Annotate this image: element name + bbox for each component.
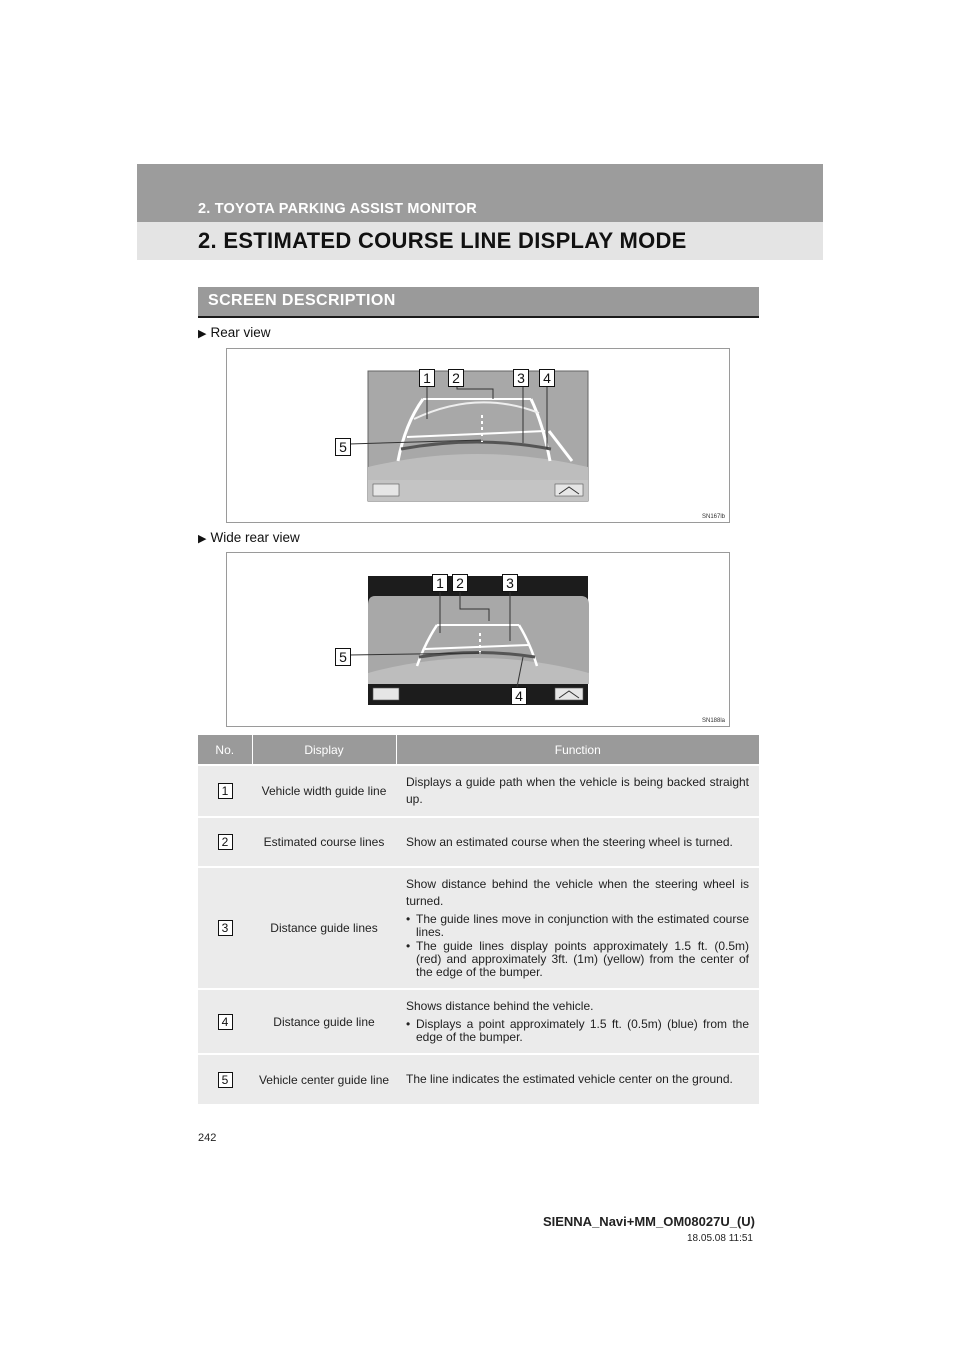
callout-2: 2 [448, 369, 464, 387]
callout-4: 4 [511, 687, 527, 705]
list-item: • The guide lines display points approximately 1.5 ft. (0.5m) (red) and approximately 3ft. (1m) (yellow) from the center of the edge of the bumper. [406, 940, 749, 979]
row-display: Distance guide lines [252, 867, 396, 989]
row-function: The line indicates the estimated vehicle center on the ground. [396, 1054, 759, 1104]
wide-rear-view-screen-illustration [227, 553, 729, 726]
document-date: 18.05.08 11:51 [687, 1233, 753, 1244]
column-header-no: No. [198, 735, 252, 765]
row-number-box: 3 [218, 920, 233, 936]
callout-1: 1 [419, 369, 435, 387]
bullet-list [406, 1018, 749, 1044]
row-display: Vehicle width guide line [252, 765, 396, 817]
callout-5: 5 [335, 648, 351, 666]
row-function: Show distance behind the vehicle when the steering wheel is turned. • The guide lines move in conjunction with the estimated course lines. • The guide lines display points approximately 1.5 ft. (0.5m) (red) and approximately 3ft. (1m) (yellow) from the center of the edge of the bumper. [396, 867, 759, 989]
figure-code: SN188la [701, 718, 725, 724]
wide-rear-view-label: ▶ Wide rear view [198, 530, 300, 545]
row-number-box: 1 [218, 783, 233, 799]
row-display: Vehicle center guide line [252, 1054, 396, 1104]
callout-2: 2 [452, 574, 468, 592]
row-function: Show an estimated course when the steering wheel is turned. [396, 817, 759, 867]
row-display: Estimated course lines [252, 817, 396, 867]
row-number-box: 4 [218, 1014, 233, 1030]
list-item: • The guide lines move in conjunction with the estimated course lines. [406, 913, 749, 939]
table-row [198, 1054, 759, 1104]
figure-code: SN167lb [701, 514, 725, 520]
callout-4: 4 [539, 369, 555, 387]
table-row [198, 765, 759, 817]
callout-3: 3 [513, 369, 529, 387]
callout-3: 3 [502, 574, 518, 592]
table-header-row [198, 735, 759, 765]
rear-view-label: ▶ Rear view [198, 325, 271, 340]
page-number: 242 [198, 1132, 217, 1144]
rear-view-figure [226, 348, 730, 523]
column-header-display: Display [252, 735, 396, 765]
callout-5: 5 [335, 438, 351, 456]
bullet-list [406, 913, 749, 979]
section-label: 2. TOYOTA PARKING ASSIST MONITOR [198, 201, 477, 217]
row-number-box: 5 [218, 1072, 233, 1088]
wide-rear-view-figure [226, 552, 730, 727]
callout-1: 1 [432, 574, 448, 592]
column-header-function: Function [396, 735, 759, 765]
play-arrow-icon: ▶ [198, 328, 207, 340]
row-function: Displays a guide path when the vehicle is being backed straight up. [396, 765, 759, 817]
document-code: SIENNA_Navi+MM_OM08027U_(U) [542, 1214, 755, 1229]
page-title: 2. ESTIMATED COURSE LINE DISPLAY MODE [198, 228, 687, 253]
function-table [198, 735, 759, 1104]
list-item: • Displays a point approximately 1.5 ft. (0.5m) (blue) from the edge of the bumper. [406, 1018, 749, 1044]
subsection-title: SCREEN DESCRIPTION [208, 292, 396, 309]
row-display: Distance guide line [252, 989, 396, 1054]
table-row [198, 989, 759, 1054]
play-arrow-icon: ▶ [198, 533, 207, 545]
table-row [198, 817, 759, 867]
table-row [198, 867, 759, 989]
row-function: Shows distance behind the vehicle. • Displays a point approximately 1.5 ft. (0.5m) (blue) from the edge of the bumper. [396, 989, 759, 1054]
rear-view-screen-illustration [227, 349, 729, 522]
row-number-box: 2 [218, 834, 233, 850]
